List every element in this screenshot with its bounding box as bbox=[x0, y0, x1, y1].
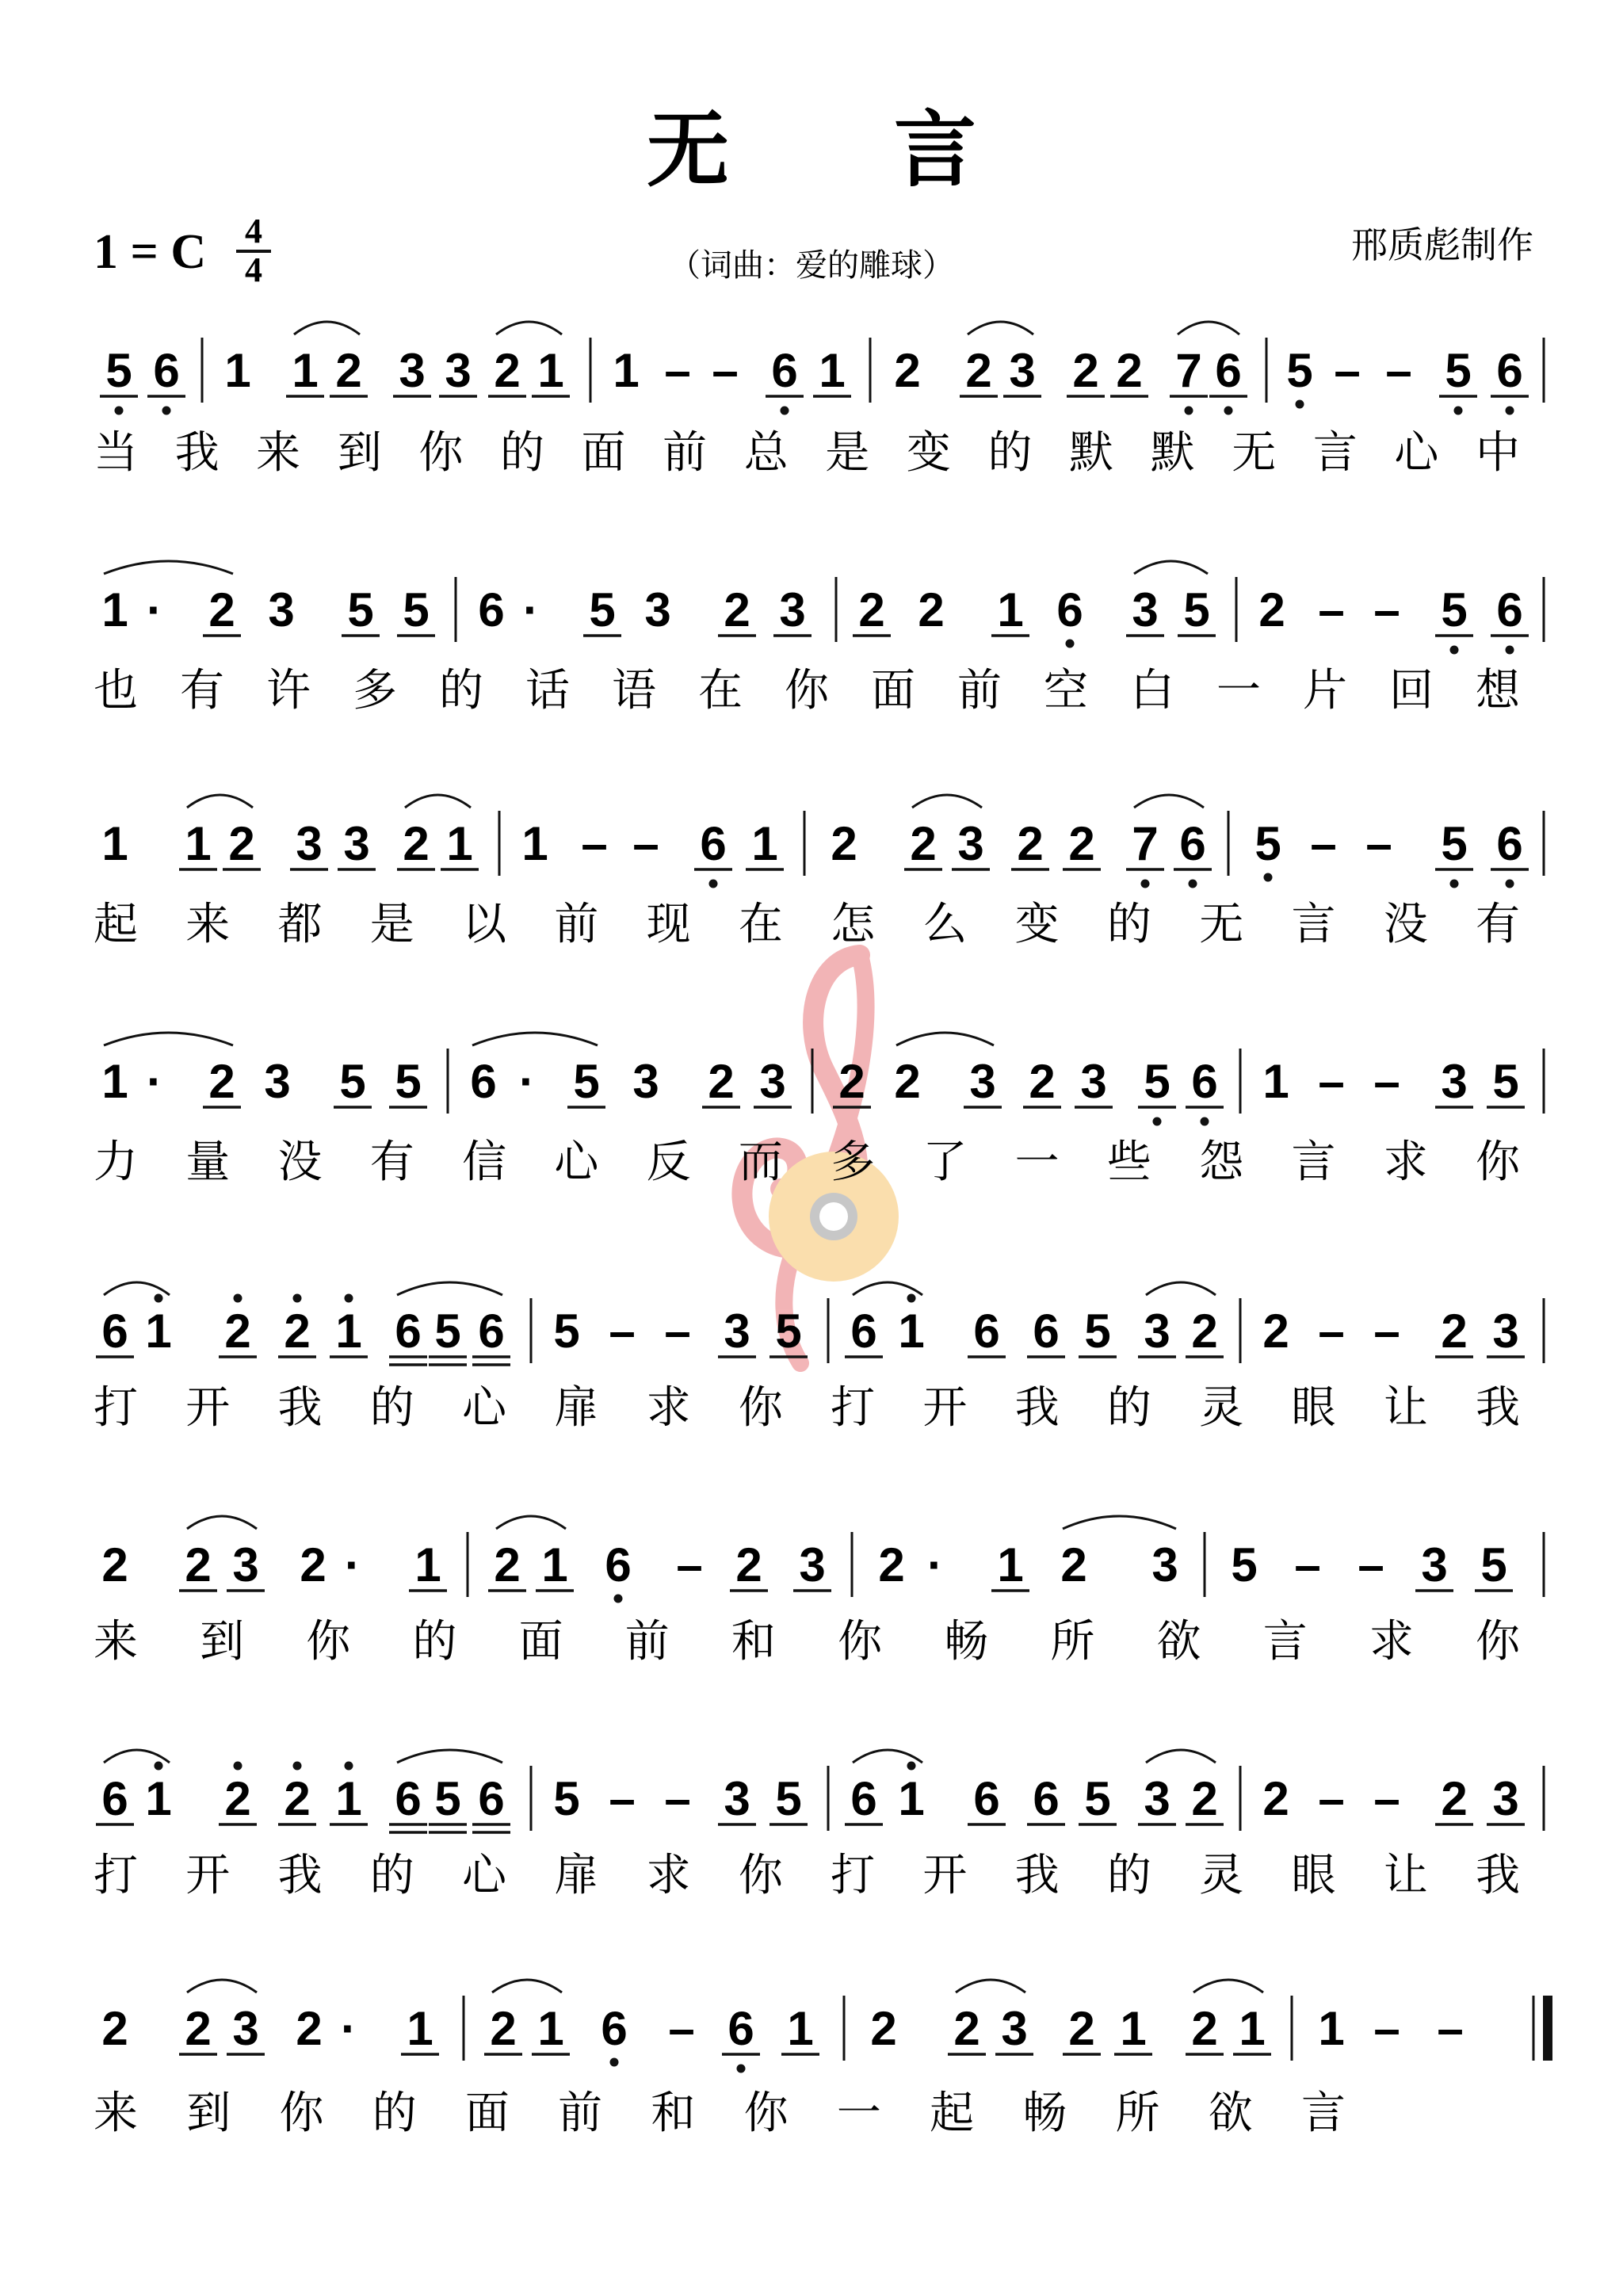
note: 6 bbox=[395, 1305, 422, 1358]
note: 6 bbox=[850, 1772, 877, 1825]
note: 2 bbox=[335, 344, 362, 397]
low-octave-dot bbox=[1141, 880, 1150, 888]
note: 2 bbox=[208, 583, 235, 636]
note: 1 bbox=[898, 1305, 925, 1358]
score-line bbox=[94, 1516, 1544, 1668]
score-line bbox=[94, 1282, 1544, 1434]
augmentation-dot: · bbox=[341, 2002, 357, 2055]
slur bbox=[1146, 1282, 1216, 1295]
slur bbox=[405, 795, 471, 808]
note: 2 bbox=[1191, 2002, 1218, 2055]
note: 1 bbox=[407, 2002, 433, 2055]
note: 6 bbox=[1056, 583, 1083, 636]
lyric-line: 打 开 我 的 心 扉 求 你 打 开 我 的 灵 眼 让 我 bbox=[94, 1382, 1521, 1434]
lyric-line: 也 有 许 多 的 话 语 在 你 面 前 空 白 一 片 回 想 bbox=[94, 665, 1520, 716]
note: 1 bbox=[997, 1538, 1024, 1591]
hold-dash: – bbox=[1334, 344, 1361, 397]
hold-dash: – bbox=[664, 1772, 691, 1825]
slur bbox=[492, 1980, 562, 1992]
note: 6 bbox=[101, 1305, 128, 1358]
hold-dash: – bbox=[1385, 344, 1412, 397]
note: 3 bbox=[343, 817, 370, 870]
note: 3 bbox=[1151, 1538, 1178, 1591]
slur bbox=[1146, 1750, 1216, 1763]
hold-dash: – bbox=[1310, 817, 1337, 870]
note: 5 bbox=[775, 1305, 802, 1358]
note: 2 bbox=[910, 817, 937, 870]
note: 6 bbox=[1496, 344, 1523, 397]
slur bbox=[1193, 1980, 1263, 1992]
note: 2 bbox=[185, 1538, 212, 1591]
author-credit: 邢质彪制作 bbox=[1351, 223, 1533, 266]
note: 1 bbox=[1262, 1055, 1289, 1108]
slur bbox=[397, 1282, 502, 1295]
note: 1 bbox=[1120, 2002, 1147, 2055]
low-octave-dot bbox=[1153, 1117, 1162, 1126]
note: 5 bbox=[573, 1055, 600, 1108]
low-octave-dot bbox=[1189, 880, 1197, 888]
note: 3 bbox=[296, 817, 323, 870]
low-octave-dot bbox=[737, 2065, 746, 2073]
note: 3 bbox=[724, 1772, 750, 1825]
note: 5 bbox=[1183, 583, 1210, 636]
low-octave-dot bbox=[115, 407, 124, 415]
note: 1 bbox=[101, 1055, 128, 1108]
note: 6 bbox=[478, 1305, 505, 1358]
hold-dash: – bbox=[1373, 1305, 1400, 1358]
hold-dash: – bbox=[664, 344, 691, 397]
note: 2 bbox=[1262, 1305, 1289, 1358]
note: 5 bbox=[1445, 344, 1472, 397]
slur bbox=[1134, 561, 1208, 574]
note: 2 bbox=[284, 1772, 311, 1825]
note: 1 bbox=[1318, 2002, 1345, 2055]
hold-dash: – bbox=[581, 817, 608, 870]
note: 2 bbox=[224, 1305, 251, 1358]
note: 1 bbox=[537, 2002, 564, 2055]
note: 2 bbox=[101, 1538, 128, 1591]
note: 6 bbox=[1033, 1772, 1060, 1825]
lyric-line: 起 来 都 是 以 前 现 在 怎 么 变 的 无 言 没 有 bbox=[94, 899, 1521, 950]
high-octave-dot bbox=[907, 1762, 916, 1771]
note: 6 bbox=[700, 817, 727, 870]
note: 3 bbox=[759, 1055, 786, 1108]
note: 3 bbox=[1144, 1772, 1170, 1825]
lyric-line: 来 到 你 的 面 前 和 你 一 起 畅 所 欲 言 bbox=[94, 2088, 1346, 2139]
note: 1 bbox=[1239, 2002, 1266, 2055]
note: 1 bbox=[101, 583, 128, 636]
low-octave-dot bbox=[610, 2058, 619, 2067]
hold-dash: – bbox=[676, 1538, 703, 1591]
hold-dash: – bbox=[1373, 2002, 1400, 2055]
note: 3 bbox=[1144, 1305, 1170, 1358]
score-line bbox=[94, 1980, 1548, 2139]
note: 1 bbox=[335, 1772, 362, 1825]
note: 1 bbox=[224, 344, 251, 397]
score-line bbox=[94, 322, 1544, 479]
lyric-line: 来 到 你 的 面 前 和 你 畅 所 欲 言 求 你 bbox=[94, 1616, 1520, 1668]
hold-dash: – bbox=[1318, 1772, 1345, 1825]
note: 5 bbox=[553, 1772, 580, 1825]
note: 2 bbox=[296, 2002, 323, 2055]
note: 5 bbox=[347, 583, 374, 636]
hold-dash: – bbox=[1318, 583, 1345, 636]
note: 5 bbox=[1441, 583, 1468, 636]
note: 6 bbox=[601, 2002, 628, 2055]
note: 6 bbox=[850, 1305, 877, 1358]
note: 1 bbox=[185, 817, 212, 870]
score-line bbox=[94, 561, 1544, 716]
hold-dash: – bbox=[1365, 817, 1392, 870]
note: 2 bbox=[208, 1055, 235, 1108]
note: 1 bbox=[446, 817, 473, 870]
note: 5 bbox=[1231, 1538, 1258, 1591]
low-octave-dot bbox=[1066, 640, 1075, 648]
note: 2 bbox=[1116, 344, 1143, 397]
hold-dash: – bbox=[1318, 1305, 1345, 1358]
note: 2 bbox=[1441, 1305, 1468, 1358]
note: 6 bbox=[727, 2002, 754, 2055]
slur bbox=[104, 1750, 170, 1763]
note: 2 bbox=[1017, 817, 1044, 870]
note: 6 bbox=[973, 1305, 1000, 1358]
hold-dash: – bbox=[1437, 2002, 1464, 2055]
hold-dash: – bbox=[632, 817, 659, 870]
note: 3 bbox=[1492, 1772, 1519, 1825]
note: 2 bbox=[1029, 1055, 1056, 1108]
note: 3 bbox=[779, 583, 806, 636]
slur bbox=[968, 322, 1033, 334]
note: 5 bbox=[1480, 1538, 1507, 1591]
score-line bbox=[94, 1750, 1544, 1901]
hold-dash: – bbox=[609, 1305, 636, 1358]
slur bbox=[294, 322, 360, 334]
low-octave-dot bbox=[1201, 1117, 1209, 1126]
note: 2 bbox=[735, 1538, 762, 1591]
hold-dash: – bbox=[1373, 583, 1400, 636]
note: 1 bbox=[997, 583, 1024, 636]
note: 5 bbox=[1441, 817, 1468, 870]
note: 2 bbox=[1191, 1772, 1218, 1825]
slur bbox=[853, 1282, 922, 1295]
song-title: 无 言 bbox=[646, 101, 977, 198]
low-octave-dot bbox=[1506, 407, 1514, 415]
note: 3 bbox=[957, 817, 984, 870]
note: 6 bbox=[1191, 1055, 1218, 1108]
note: 2 bbox=[228, 817, 255, 870]
low-octave-dot bbox=[1185, 407, 1193, 415]
augmentation-dot: · bbox=[345, 1538, 361, 1591]
note: 5 bbox=[1254, 817, 1281, 870]
note: 6 bbox=[1496, 817, 1523, 870]
note: 2 bbox=[838, 1055, 865, 1108]
note: 3 bbox=[268, 583, 295, 636]
slur bbox=[1063, 1516, 1176, 1529]
slur bbox=[187, 1980, 257, 1992]
note: 3 bbox=[1132, 583, 1159, 636]
note: 2 bbox=[953, 2002, 980, 2055]
note: 6 bbox=[470, 1055, 497, 1108]
note: 3 bbox=[969, 1055, 996, 1108]
note: 5 bbox=[339, 1055, 366, 1108]
note: 2 bbox=[494, 344, 521, 397]
note: 3 bbox=[724, 1305, 750, 1358]
note: 2 bbox=[870, 2002, 897, 2055]
note: 2 bbox=[185, 2002, 212, 2055]
note: 6 bbox=[973, 1772, 1000, 1825]
lyric-line: 力 量 没 有 信 心 反 而 多 了 一 些 怨 言 求 你 bbox=[94, 1137, 1521, 1188]
note: 1 bbox=[819, 344, 846, 397]
note: 5 bbox=[775, 1772, 802, 1825]
hold-dash: – bbox=[1358, 1538, 1384, 1591]
credit-line: （词曲：爱的雕球） bbox=[669, 247, 954, 284]
lyric-line: 打 开 我 的 心 扉 求 你 打 开 我 的 灵 眼 让 我 bbox=[94, 1850, 1521, 1901]
note: 6 bbox=[771, 344, 798, 397]
slur bbox=[496, 322, 562, 334]
note: 3 bbox=[1441, 1055, 1468, 1108]
note: 3 bbox=[445, 344, 472, 397]
note: 2 bbox=[918, 583, 945, 636]
note: 6 bbox=[101, 1772, 128, 1825]
slur bbox=[187, 795, 253, 808]
note: 1 bbox=[335, 1305, 362, 1358]
hold-dash: – bbox=[1294, 1538, 1321, 1591]
note: 5 bbox=[434, 1305, 461, 1358]
high-octave-dot bbox=[293, 1762, 302, 1771]
high-octave-dot bbox=[293, 1294, 302, 1303]
low-octave-dot bbox=[1454, 407, 1463, 415]
note: 1 bbox=[898, 1772, 925, 1825]
note: 3 bbox=[799, 1538, 826, 1591]
lyric-line: 当 我 来 到 你 的 面 前 总 是 变 的 默 默 无 言 心 中 bbox=[94, 427, 1521, 479]
slur bbox=[896, 1033, 994, 1045]
low-octave-dot bbox=[1450, 646, 1459, 655]
note: 5 bbox=[395, 1055, 422, 1108]
low-octave-dot bbox=[1264, 873, 1273, 882]
note: 3 bbox=[1492, 1305, 1519, 1358]
note: 6 bbox=[1215, 344, 1242, 397]
note: 2 bbox=[708, 1055, 735, 1108]
note: 2 bbox=[1258, 583, 1285, 636]
note: 3 bbox=[399, 344, 426, 397]
low-octave-dot bbox=[1506, 880, 1514, 888]
high-octave-dot bbox=[155, 1294, 163, 1303]
note: 1 bbox=[541, 1538, 568, 1591]
low-octave-dot bbox=[614, 1595, 623, 1603]
note: 2 bbox=[1441, 1772, 1468, 1825]
note: 5 bbox=[589, 583, 616, 636]
hold-dash: – bbox=[1318, 1055, 1345, 1108]
note: 3 bbox=[632, 1055, 659, 1108]
slur bbox=[397, 1750, 502, 1763]
augmentation-dot: · bbox=[519, 1055, 535, 1108]
note: 1 bbox=[751, 817, 778, 870]
note: 6 bbox=[1033, 1305, 1060, 1358]
augmentation-dot: · bbox=[927, 1538, 943, 1591]
note: 2 bbox=[101, 2002, 128, 2055]
note: 2 bbox=[284, 1305, 311, 1358]
note: 5 bbox=[403, 583, 430, 636]
note: 2 bbox=[1262, 1772, 1289, 1825]
slur bbox=[472, 1033, 598, 1045]
high-octave-dot bbox=[234, 1762, 242, 1771]
low-octave-dot bbox=[1224, 407, 1233, 415]
note: 1 bbox=[521, 817, 548, 870]
note: 2 bbox=[1068, 817, 1095, 870]
note: 3 bbox=[1421, 1538, 1448, 1591]
note: 2 bbox=[878, 1538, 905, 1591]
note: 2 bbox=[1068, 2002, 1095, 2055]
note: 2 bbox=[831, 817, 857, 870]
hold-dash: – bbox=[1373, 1055, 1400, 1108]
note: 2 bbox=[858, 583, 885, 636]
note: 2 bbox=[965, 344, 992, 397]
high-octave-dot bbox=[345, 1762, 353, 1771]
note: 2 bbox=[300, 1538, 327, 1591]
note: 1 bbox=[537, 344, 564, 397]
hold-dash: – bbox=[712, 344, 739, 397]
note: 5 bbox=[1084, 1305, 1111, 1358]
note: 2 bbox=[894, 1055, 921, 1108]
note: 6 bbox=[478, 583, 505, 636]
note: 2 bbox=[490, 2002, 517, 2055]
note: 7 bbox=[1175, 344, 1202, 397]
low-octave-dot bbox=[162, 407, 171, 415]
hold-dash: – bbox=[668, 2002, 695, 2055]
note: 1 bbox=[292, 344, 319, 397]
time-signature-bottom: 4 bbox=[245, 250, 262, 289]
note: 7 bbox=[1132, 817, 1159, 870]
note: 1 bbox=[101, 817, 128, 870]
slur bbox=[1178, 322, 1239, 334]
slur bbox=[496, 1516, 566, 1529]
augmentation-dot: · bbox=[147, 583, 162, 636]
note: 5 bbox=[1084, 1772, 1111, 1825]
slur bbox=[104, 1033, 233, 1045]
note: 2 bbox=[724, 583, 750, 636]
note: 3 bbox=[232, 1538, 259, 1591]
low-octave-dot bbox=[1506, 646, 1514, 655]
note: 6 bbox=[395, 1772, 422, 1825]
slur bbox=[104, 1282, 170, 1295]
high-octave-dot bbox=[907, 1294, 916, 1303]
note: 5 bbox=[1286, 344, 1313, 397]
low-octave-dot bbox=[1450, 880, 1459, 888]
note: 3 bbox=[1001, 2002, 1028, 2055]
note: 6 bbox=[605, 1538, 632, 1591]
note: 2 bbox=[494, 1538, 521, 1591]
note: 6 bbox=[1179, 817, 1206, 870]
low-octave-dot bbox=[781, 407, 789, 415]
note: 3 bbox=[644, 583, 671, 636]
high-octave-dot bbox=[345, 1294, 353, 1303]
note: 1 bbox=[613, 344, 640, 397]
note: 5 bbox=[105, 344, 132, 397]
slur bbox=[1134, 795, 1204, 808]
hold-dash: – bbox=[1373, 1772, 1400, 1825]
note: 2 bbox=[1060, 1538, 1087, 1591]
slur bbox=[187, 1516, 257, 1529]
augmentation-dot: · bbox=[147, 1055, 162, 1108]
note: 6 bbox=[478, 1772, 505, 1825]
note: 3 bbox=[264, 1055, 291, 1108]
note: 6 bbox=[1496, 583, 1523, 636]
slur bbox=[104, 561, 233, 574]
high-octave-dot bbox=[234, 1294, 242, 1303]
hold-dash: – bbox=[609, 1772, 636, 1825]
time-signature-top: 4 bbox=[245, 212, 262, 250]
augmentation-dot: · bbox=[523, 583, 539, 636]
note: 5 bbox=[1492, 1055, 1519, 1108]
note: 5 bbox=[1144, 1055, 1170, 1108]
note: 3 bbox=[1080, 1055, 1107, 1108]
note: 5 bbox=[434, 1772, 461, 1825]
score-line bbox=[94, 795, 1544, 950]
note: 6 bbox=[153, 344, 180, 397]
slur bbox=[853, 1750, 922, 1763]
note: 1 bbox=[145, 1772, 172, 1825]
note: 3 bbox=[1009, 344, 1036, 397]
note: 2 bbox=[1191, 1305, 1218, 1358]
note: 2 bbox=[1072, 344, 1099, 397]
hold-dash: – bbox=[664, 1305, 691, 1358]
note: 2 bbox=[894, 344, 921, 397]
low-octave-dot bbox=[1296, 400, 1304, 409]
slur bbox=[956, 1980, 1025, 1992]
note: 5 bbox=[553, 1305, 580, 1358]
slur bbox=[912, 795, 982, 808]
note: 1 bbox=[145, 1305, 172, 1358]
note: 3 bbox=[232, 2002, 259, 2055]
note: 1 bbox=[414, 1538, 441, 1591]
note: 2 bbox=[224, 1772, 251, 1825]
key-signature: 1 = C bbox=[94, 225, 207, 279]
low-octave-dot bbox=[709, 880, 718, 888]
note: 2 bbox=[403, 817, 430, 870]
high-octave-dot bbox=[155, 1762, 163, 1771]
note: 1 bbox=[787, 2002, 814, 2055]
